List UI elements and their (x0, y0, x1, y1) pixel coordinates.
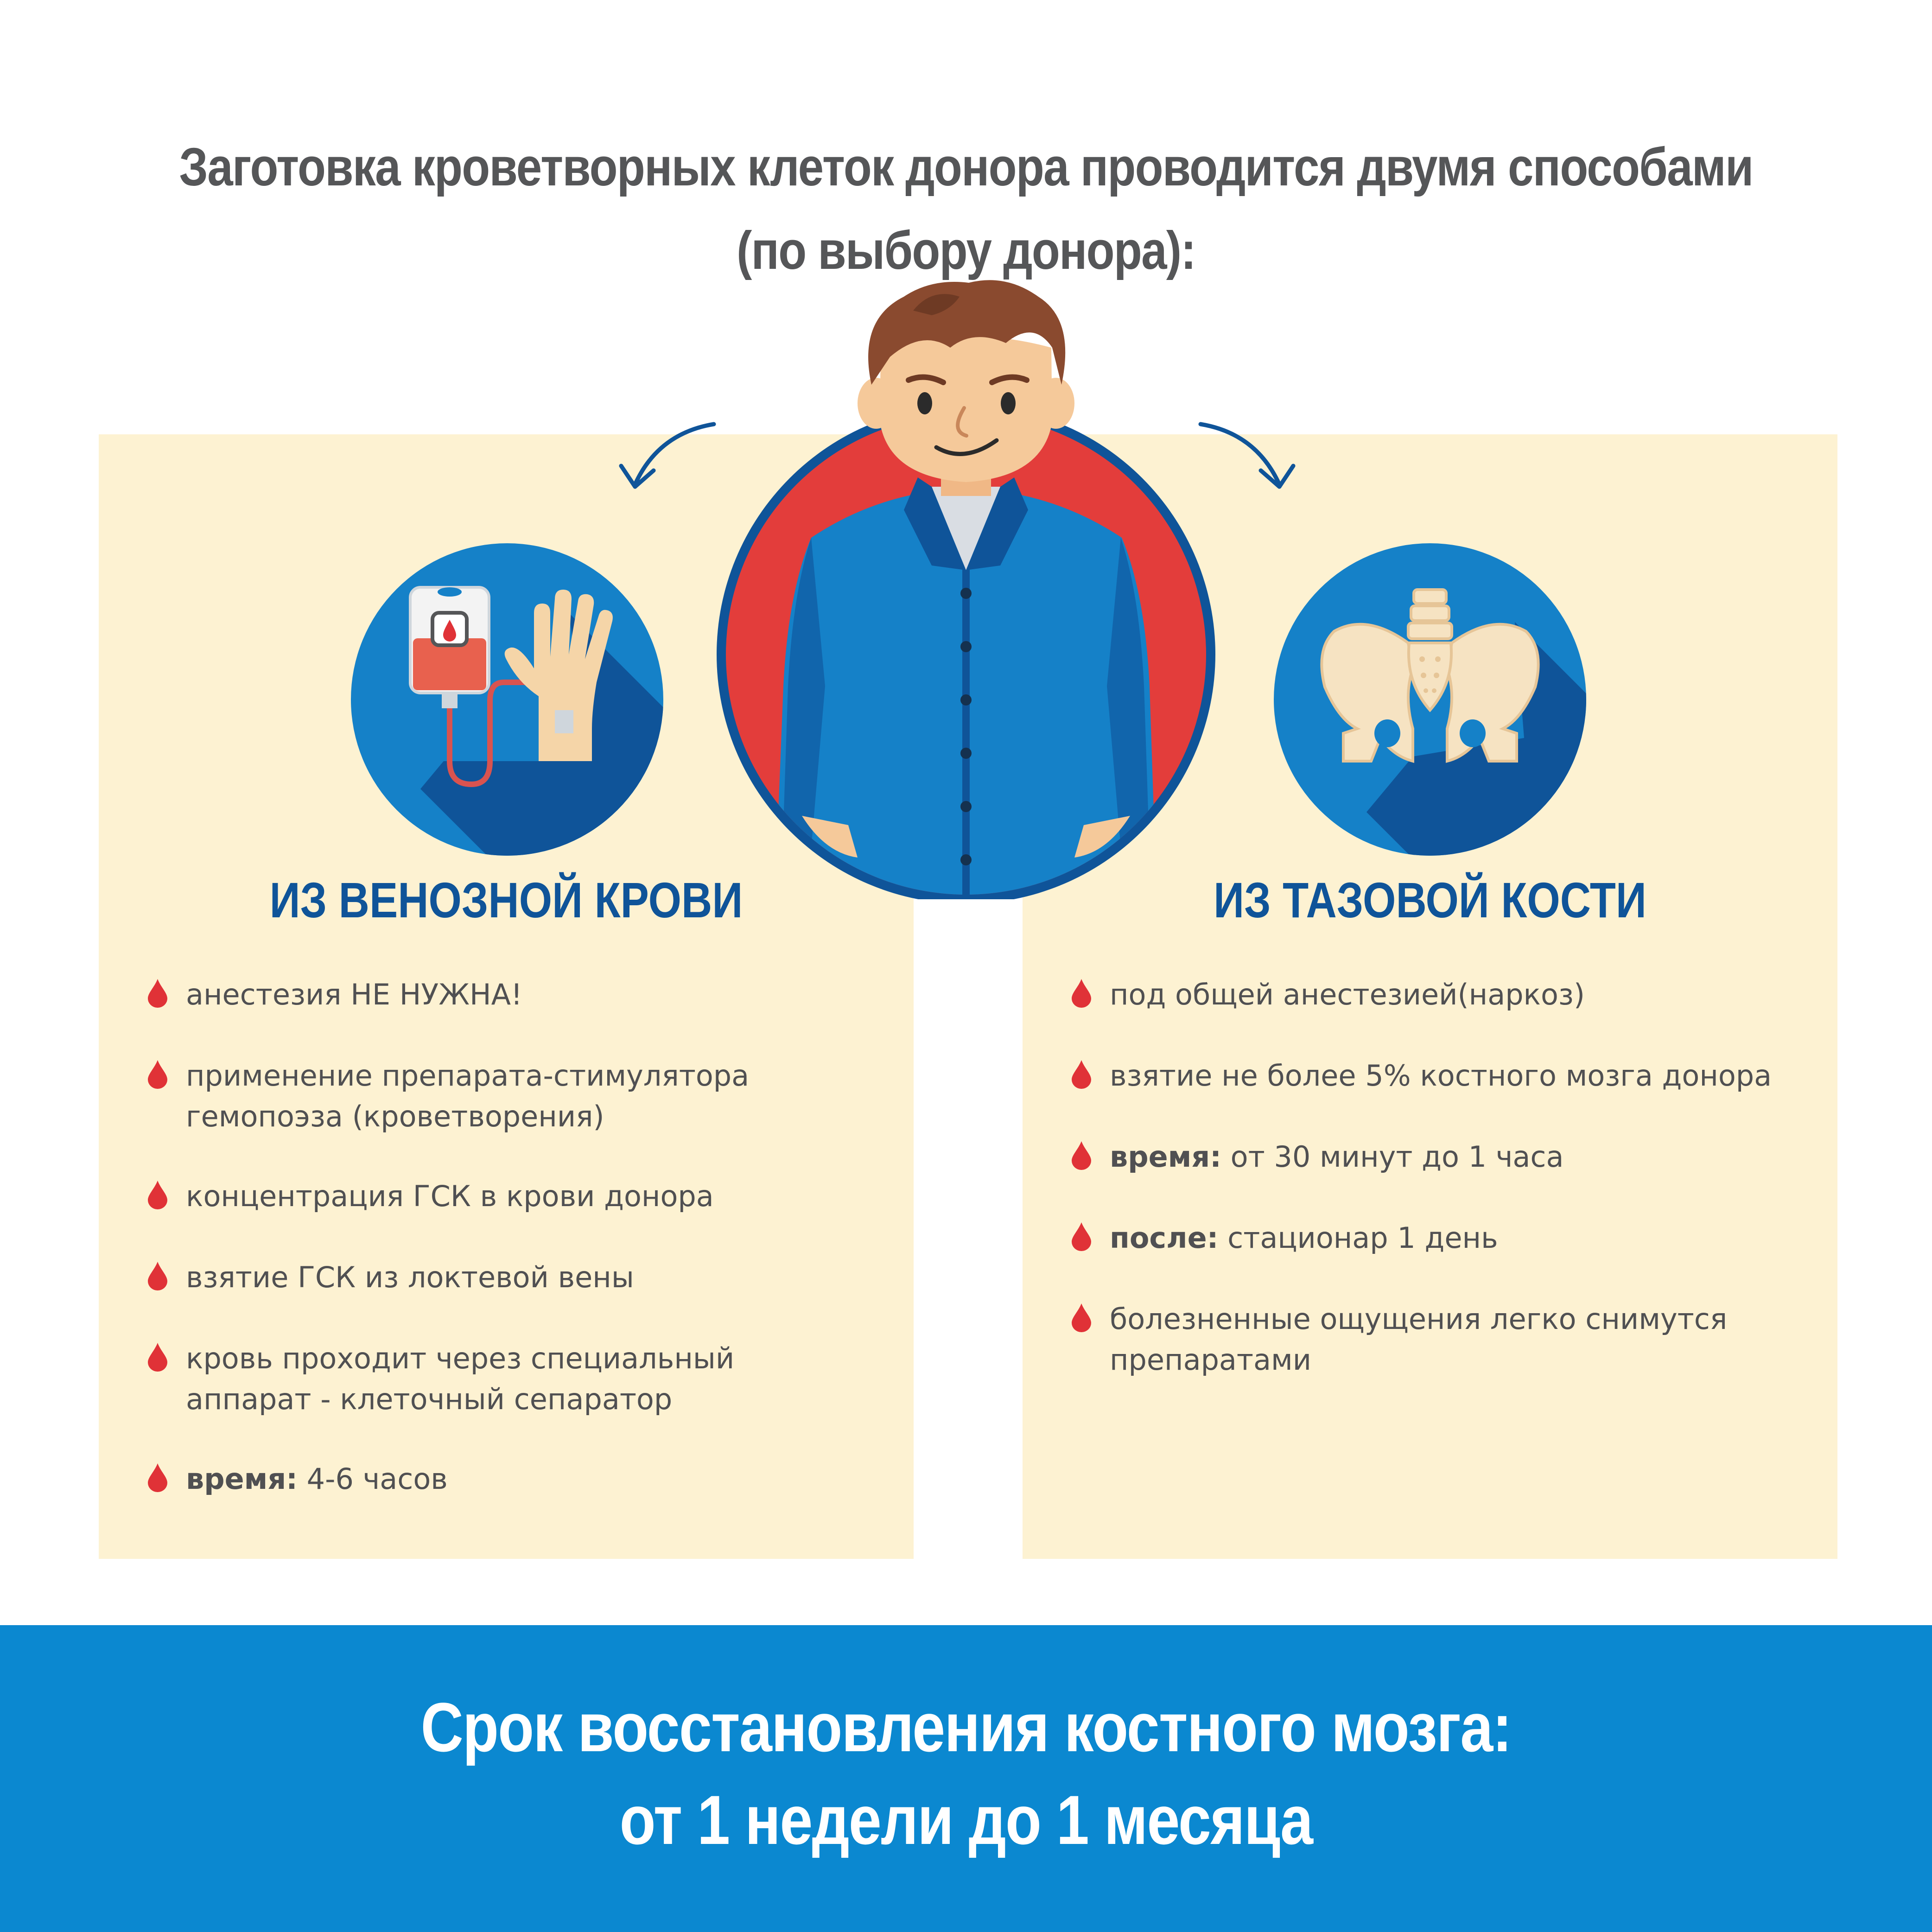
blood-drop-icon (148, 1262, 167, 1290)
page-title (135, 125, 1797, 292)
venous-blood-panel: ИЗ ВЕНОЗНОЙ КРОВИ анестезия НЕ НУЖНА! применение препарата-стимулятора гемопоэза (кроветворения) концентрация ГСК в крови донора взятие ГСК из локтевой вены кровь проходит через специальный аппарат - клеточный сепаратор время: 4-6 часов (99, 434, 914, 1559)
blood-drop-icon (1072, 1141, 1091, 1170)
blood-drop-icon (1072, 979, 1091, 1008)
blood-drop-icon (148, 1343, 167, 1372)
pelvic-bone-title: ИЗ ТАЗОВОЙ КОСТИ (1214, 872, 1646, 928)
page-title-line2: (по выбору донора): (737, 220, 1195, 280)
page-title-line1: Заготовка кроветворных клеток донора проводится двумя способами (179, 137, 1753, 197)
recovery-text (145, 1681, 1787, 1866)
recovery-line2: от 1 недели до 1 месяца (619, 1781, 1313, 1859)
recovery-banner (0, 1625, 1932, 1932)
blood-drop-icon (1072, 1060, 1091, 1089)
blood-bag-hand-icon (351, 543, 663, 856)
blood-drop-icon (148, 979, 167, 1008)
pelvis-bone-icon (1274, 543, 1586, 856)
venous-blood-title: ИЗ ВЕНОЗНОЙ КРОВИ (269, 872, 743, 928)
blood-drop-icon (148, 1060, 167, 1089)
blood-drop-icon (148, 1181, 167, 1209)
recovery-line1: Срок восстановления костного мозга: (420, 1688, 1512, 1766)
blood-drop-icon (1072, 1303, 1091, 1332)
pelvic-bone-panel: ИЗ ТАЗОВОЙ КОСТИ под общей анестезией(наркоз) взятие не более 5% костного мозга донора время: от 30 минут до 1 часа после: стационар 1 день болезненные ощущения легко снимутся препаратами (1023, 434, 1837, 1559)
donor-man-illustration (672, 269, 1260, 899)
blood-drop-icon (148, 1463, 167, 1492)
blood-drop-icon (1072, 1222, 1091, 1251)
